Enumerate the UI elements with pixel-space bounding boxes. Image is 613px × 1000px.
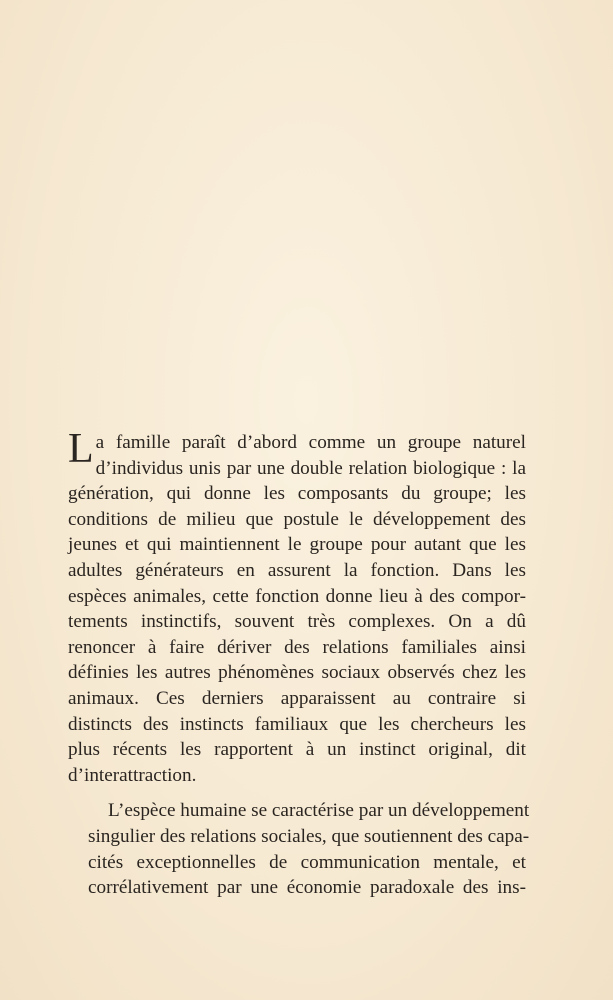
text-line: tements instinctifs, souvent très complexes. On a dû: [68, 611, 526, 633]
paragraph-2: [68, 798, 530, 900]
text-line: cités exceptionnelles de communication mentale, et: [88, 851, 526, 873]
text-line: corrélativement par une économie paradoxale des ins-: [88, 877, 526, 899]
drop-cap: L: [68, 426, 94, 472]
text-line: animaux. Ces derniers apparaissent au contraire si: [68, 687, 526, 709]
paragraph-1: [68, 426, 526, 788]
text-line: conditions de milieu que postule le développement des: [68, 508, 526, 530]
text-line: a famille paraît d’abord comme un groupe naturel: [95, 432, 526, 453]
text-line: d’interattraction.: [68, 764, 197, 786]
text-line: d’individus unis par une double relation biologique : la: [95, 457, 526, 479]
text-line: L’espèce humaine se caractérise par un développement: [108, 800, 530, 822]
text-line: génération, qui donne les composants du groupe; les: [68, 483, 526, 505]
text-line: adultes générateurs en assurent la fonction. Dans les: [68, 559, 526, 581]
text-line: distincts des instincts familiaux que les chercheurs les: [68, 713, 526, 735]
text-line: jeunes et qui maintiennent le groupe pour autant que les: [68, 534, 526, 556]
text-line: singulier des relations sociales, que soutiennent des capa-: [88, 825, 530, 847]
text-line: renoncer à faire dériver des relations familiales ainsi: [68, 636, 526, 658]
text-line: plus récents les rapportent à un instinct original, dit: [68, 739, 526, 761]
text-line: espèces animales, cette fonction donne lieu à des compor-: [68, 585, 526, 607]
text-line: définies les autres phénomènes sociaux observés chez les: [68, 662, 526, 684]
body-text: [68, 426, 530, 901]
